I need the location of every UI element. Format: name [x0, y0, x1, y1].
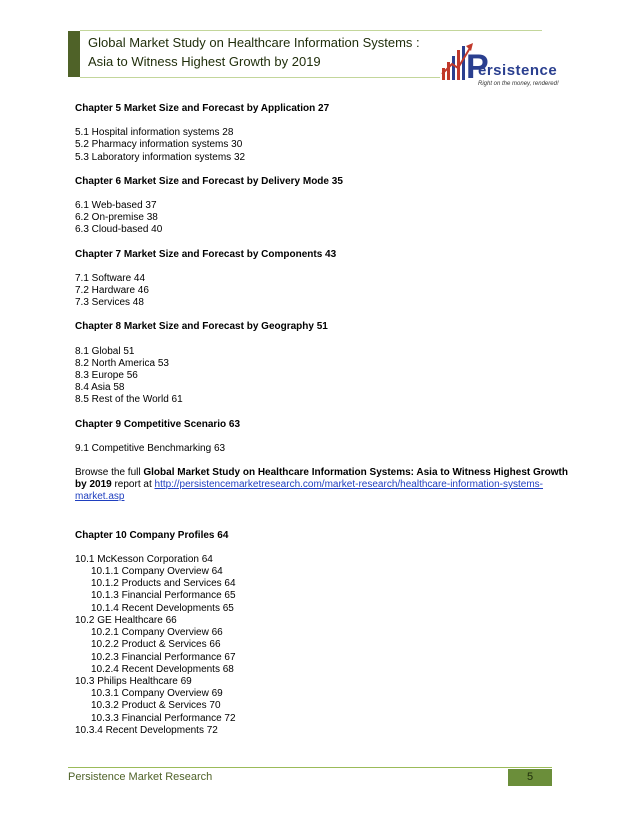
toc-item: 10.1 McKesson Corporation 64 [75, 553, 213, 565]
toc-item: 10.3.3 Financial Performance 72 [91, 712, 236, 724]
header-bottom-rule [80, 77, 440, 78]
header-title-line1: Global Market Study on Healthcare Information Systems : [88, 35, 420, 50]
chapter-heading: Chapter 6 Market Size and Forecast by Delivery Mode 35 [75, 175, 343, 187]
toc-item: 10.2.2 Product & Services 66 [91, 639, 221, 651]
toc-item: 10.2.4 Recent Developments 68 [91, 663, 234, 675]
toc-item: 8.3 Europe 56 [75, 370, 138, 382]
chapter-heading: Chapter 8 Market Size and Forecast by Geography 51 [75, 321, 328, 333]
chapter-heading: Chapter 9 Competitive Scenario 63 [75, 418, 241, 430]
toc-item: 7.1 Software 44 [75, 272, 146, 284]
toc-item: 6.1 Web-based 37 [75, 200, 157, 212]
header-accent-bar [68, 31, 80, 77]
toc-item: 10.3.4 Recent Developments 72 [75, 724, 218, 736]
browse-prefix: Browse the full [75, 467, 144, 479]
toc-item: 10.2 GE Healthcare 66 [75, 614, 177, 626]
toc-item: 7.2 Hardware 46 [75, 285, 149, 297]
toc-item: 8.4 Asia 58 [75, 382, 125, 394]
chapter-items [75, 273, 570, 310]
footer-company: Persistence Market Research [68, 771, 213, 783]
toc-item: 10.1.3 Financial Performance 65 [91, 590, 236, 602]
toc-item: 10.1.2 Products and Services 64 [91, 578, 236, 590]
toc-item: 9.1 Competitive Benchmarking 63 [75, 442, 226, 454]
toc-item: 10.3.1 Company Overview 69 [91, 688, 223, 700]
page-footer [68, 767, 552, 786]
toc-item: 8.5 Rest of the World 61 [75, 394, 183, 406]
chapter-heading: Chapter 10 Company Profiles 64 [75, 529, 229, 541]
header-top-rule [80, 30, 542, 31]
toc-item: 5.2 Pharmacy information systems 30 [75, 139, 243, 151]
table-of-contents [75, 103, 570, 749]
chapter-heading: Chapter 7 Market Size and Forecast by Components 43 [75, 248, 337, 260]
chapter-items [75, 200, 570, 237]
logo-tagline: Right on the money, rendered! [478, 81, 559, 87]
browse-middle: report at [111, 479, 155, 491]
toc-item: 8.1 Global 51 [75, 345, 135, 357]
logo-letter: P [466, 48, 489, 86]
page-number: 5 [508, 769, 552, 786]
toc-item: 10.3 Philips Healthcare 69 [75, 675, 192, 687]
toc-item: 8.2 North America 53 [75, 357, 169, 369]
toc-item: 10.2.3 Financial Performance 67 [91, 651, 236, 663]
toc-item: 6.2 On-premise 38 [75, 212, 158, 224]
toc-item: 5.3 Laboratory information systems 32 [75, 151, 246, 163]
toc-sections [75, 103, 570, 455]
logo-wordmark: ersistence [478, 62, 558, 79]
report-link[interactable]: http://persistencemarketresearch.com/market-research/healthcare-information-systems-market.asp [75, 479, 543, 503]
chapter-items [75, 443, 570, 455]
toc-item: 10.2.1 Company Overview 66 [91, 627, 223, 639]
browse-report-title: Global Market Study on Healthcare Information Systems: Asia to Witness Highest Growth by 2019 [75, 467, 568, 491]
toc-item: 7.3 Services 48 [75, 297, 144, 309]
page-header-title [88, 33, 448, 71]
chapter-heading: Chapter 5 Market Size and Forecast by Application 27 [75, 103, 330, 114]
toc-item: 6.3 Cloud-based 40 [75, 224, 163, 236]
toc-item: 5.1 Hospital information systems 28 [75, 127, 234, 139]
header-title-line2: Asia to Witness Highest Growth by 2019 [88, 54, 321, 69]
toc-item: 10.3.2 Product & Services 70 [91, 700, 221, 712]
browse-paragraph [75, 467, 570, 504]
toc-item: 10.1.1 Company Overview 64 [91, 566, 223, 578]
toc-item: 10.1.4 Recent Developments 65 [91, 602, 234, 614]
chapter10-items [75, 554, 570, 737]
chapter-items [75, 127, 570, 164]
chapter-items [75, 346, 570, 407]
